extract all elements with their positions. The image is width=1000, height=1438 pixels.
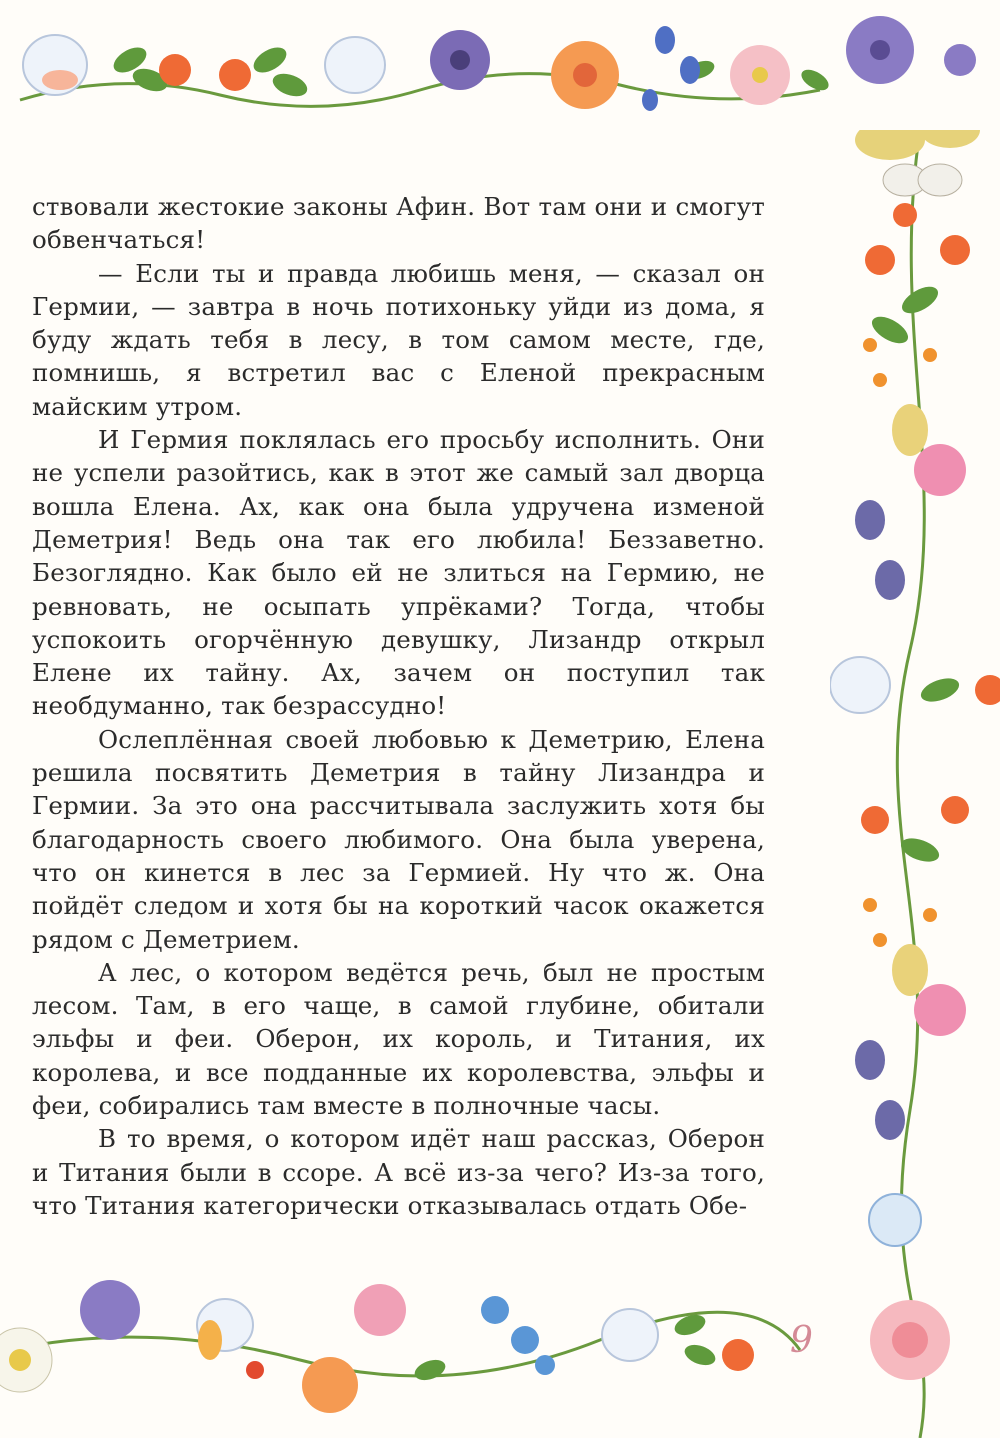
violet-flower-icon: [430, 30, 490, 90]
right-floral-border: [830, 130, 1000, 1438]
strawberry-icon: [159, 54, 251, 91]
paragraph: — Если ты и правда любишь меня, — сказал он Гермии, — завтра в ночь потихоньку уйди из дома, я буду ждать тебя в лесу, в том самом месте, где, помнишь, я встретил вас с Еленой прекрасным майским утром.: [32, 258, 765, 421]
rose-icon: [870, 1300, 950, 1380]
white-tulip-icon: [23, 35, 87, 95]
page-number: 9: [790, 1320, 813, 1361]
paragraph: А лес, о котором ведётся речь, был не простым лесом. Там, в его чаще, в самой глубине, обитали эльфы и феи. Оберон, их король, и Титания, их королева, и все подданные их королевства, эльфы и феи, собирались там вместе в полночные часы.: [32, 957, 765, 1121]
top-floral-border: [0, 0, 1000, 150]
paragraph: ствовали жестокие законы Афин. Вот там они и смогут обвенчаться!: [32, 192, 765, 255]
orange-flower-icon: [551, 41, 619, 109]
pink-flower-icon: [730, 45, 790, 105]
daisy-icon: [0, 1328, 52, 1392]
columbine-icon: [846, 16, 976, 84]
bottom-floral-border: [0, 1260, 850, 1438]
story-text: [32, 190, 765, 1222]
paragraph: И Гермия поклялась его просьбу исполнить. Они не успели разойтись, как в этот же самый зал дворца вошла Елена. Ах, как она была удручена изменой Деметрия! Ведь она так его любила! Беззаветно. Безоглядно. Как было ей не злиться на Гермию, не ревновать, не осыпать упрёками? Тогда, чтобы успокоить огорчённую девушку, Лизандр открыл Елене их тайну. Ах, зачем он поступил так необдуманно, так безрассудно!: [32, 425, 765, 721]
paragraph: В то время, о котором идёт наш рассказ, Оберон и Титания были в ссоре. А всё из-за чего? Из-за того, что Титания категорически отказывалась отдать Обе-: [32, 1124, 765, 1220]
paragraph: Ослеплённая своей любовью к Деметрию, Елена решила посвятить Деметрия в тайну Лизандра и Гермии. За это она рассчитывала заслужить хотя бы благодарность своего любимого. Она была уверена, что он кинется в лес за Гермией. Ну что ж. Она пойдёт следом и хотя бы на короткий часок окажется рядом с Деметрием.: [32, 724, 765, 954]
